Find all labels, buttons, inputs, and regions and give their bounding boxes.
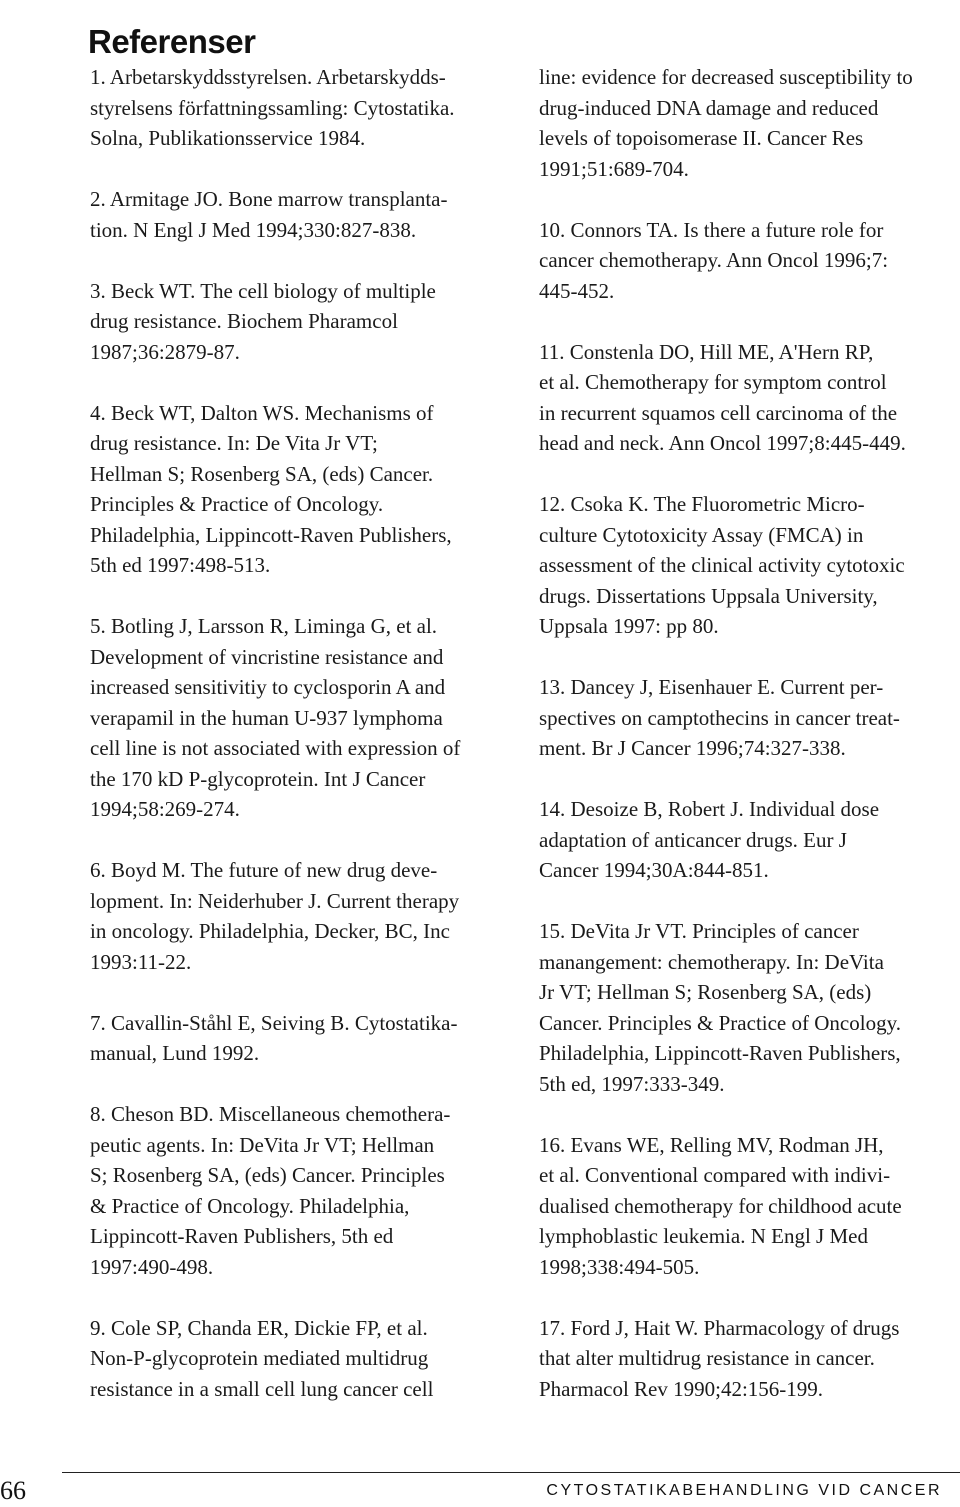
reference-line: Jr VT; Hellman S; Rosenberg SA, (eds)	[539, 980, 872, 1004]
reference-entry	[90, 1099, 520, 1282]
reference-line: 1994;58:269-274.	[90, 797, 240, 821]
reference-line: culture Cytotoxicity Assay (FMCA) in	[539, 522, 864, 547]
reference-entry	[539, 215, 960, 307]
reference-line: line: evidence for decreased susceptibility to	[539, 65, 913, 89]
reference-line: head and neck. Ann Oncol 1997;8:445-449.	[539, 431, 906, 455]
page-number: 66	[0, 1476, 26, 1505]
references-left-column	[90, 62, 520, 1435]
reference-line: that alter multidrug resistance in cancer.	[539, 1346, 875, 1370]
reference-line: in recurrent squamos cell carcinoma of the	[539, 400, 898, 425]
reference-line: 1997:490-498.	[90, 1254, 214, 1279]
reference-line: Lippincott-Raven Publishers, 5th ed	[90, 1224, 394, 1248]
reference-line: Development of vincristine resistance and	[90, 644, 444, 669]
reference-line: the 170 kD P-glycoprotein. Int J Cancer	[90, 766, 426, 791]
reference-line: cell line is not associated with expression of	[90, 736, 461, 760]
reference-line: 6. Boyd M. The future of new drug deve-	[90, 858, 438, 882]
reference-line: dualised chemotherapy for childhood acute	[539, 1193, 902, 1218]
reference-line: drug resistance. In: De Vita Jr VT;	[90, 431, 378, 455]
reference-line: ment. Br J Cancer 1996;74:327-338.	[539, 736, 846, 760]
reference-line: 5th ed, 1997:333-349.	[539, 1071, 725, 1096]
reference-line: 7. Cavallin-Ståhl E, Seiving B. Cytostatika-	[90, 1010, 458, 1035]
reference-line: peutic agents. In: DeVita Jr VT; Hellman	[90, 1132, 435, 1157]
reference-entry	[539, 337, 960, 459]
reference-line: styrelsens författningssamling: Cytostatika.	[90, 95, 455, 120]
reference-line: 12. Csoka K. The Fluorometric Micro-	[539, 492, 865, 516]
reference-entry	[90, 62, 520, 154]
reference-line: 1991;51:689-704.	[539, 156, 689, 181]
reference-line: drugs. Dissertations Uppsala University,	[539, 583, 878, 608]
reference-line: 5. Botling J, Larsson R, Liminga G, et al.	[90, 614, 438, 638]
reference-line: 1987;36:2879-87.	[90, 339, 240, 364]
reference-line: Non-P-glycoprotein mediated multidrug	[90, 1346, 429, 1370]
references-right-column	[539, 62, 960, 1435]
reference-line: Uppsala 1997: pp 80.	[539, 614, 719, 638]
reference-line: levels of topoisomerase II. Cancer Res	[539, 126, 864, 150]
reference-line: increased sensitivitiy to cyclosporin A and	[90, 675, 446, 699]
reference-line: 10. Connors TA. Is there a future role for	[539, 217, 884, 242]
reference-line: 8. Cheson BD. Miscellaneous chemothera-	[90, 1102, 451, 1126]
reference-entry	[90, 276, 520, 368]
reference-entry	[539, 1130, 960, 1283]
reference-line: 2. Armitage JO. Bone marrow transplanta-	[90, 187, 448, 211]
reference-entry	[539, 916, 960, 1099]
reference-line: 1998;338:494-505.	[539, 1254, 700, 1279]
reference-line: Hellman S; Rosenberg SA, (eds) Cancer.	[90, 461, 434, 486]
reference-entry	[90, 1008, 520, 1069]
reference-line: Philadelphia, Lippincott-Raven Publishers,	[90, 522, 452, 547]
reference-line: 4. Beck WT, Dalton WS. Mechanisms of	[90, 400, 434, 425]
reference-line: Cancer 1994;30A:844-851.	[539, 858, 769, 882]
reference-line: in oncology. Philadelphia, Decker, BC, Inc	[90, 919, 450, 943]
page-title: Referenser	[88, 23, 256, 61]
footer-divider	[62, 1472, 960, 1473]
reference-line: manangement: chemotherapy. In: DeVita	[539, 949, 884, 974]
reference-line: tion. N Engl J Med 1994;330:827-838.	[90, 217, 417, 242]
reference-line: 445-452.	[539, 278, 615, 303]
reference-line: spectives on camptothecins in cancer treat-	[539, 705, 900, 730]
reference-line: cancer chemotherapy. Ann Oncol 1996;7:	[539, 248, 889, 272]
reference-line: lymphoblastic leukemia. N Engl J Med	[539, 1224, 868, 1248]
reference-line: 17. Ford J, Hait W. Pharmacology of drugs	[539, 1315, 900, 1340]
reference-entry	[539, 1313, 960, 1405]
reference-line: 15. DeVita Jr VT. Principles of cancer	[539, 919, 859, 943]
reference-line: Pharmacol Rev 1990;42:156-199.	[539, 1376, 824, 1401]
reference-line: resistance in a small cell lung cancer cell	[90, 1376, 434, 1401]
reference-entry	[539, 489, 960, 642]
reference-line: & Practice of Oncology. Philadelphia,	[90, 1193, 410, 1218]
reference-line: 1993:11-22.	[90, 949, 192, 974]
reference-line: Philadelphia, Lippincott-Raven Publishers,	[539, 1041, 901, 1065]
reference-line: 16. Evans WE, Relling MV, Rodman JH,	[539, 1132, 884, 1157]
reference-line: 11. Constenla DO, Hill ME, A'Hern RP,	[539, 339, 874, 364]
reference-line: 13. Dancey J, Eisenhauer E. Current per-	[539, 675, 884, 699]
reference-line: adaptation of anticancer drugs. Eur J	[539, 827, 847, 852]
reference-line: assessment of the clinical activity cytotoxic	[539, 553, 905, 577]
reference-line: lopment. In: Neiderhuber J. Current therapy	[90, 888, 460, 913]
reference-line: 14. Desoize B, Robert J. Individual dose	[539, 797, 880, 821]
reference-line: 9. Cole SP, Chanda ER, Dickie FP, et al.	[90, 1315, 428, 1340]
reference-entry	[90, 184, 520, 245]
reference-line: verapamil in the human U-937 lymphoma	[90, 705, 443, 730]
reference-line: 3. Beck WT. The cell biology of multiple	[90, 278, 436, 303]
reference-line: 5th ed 1997:498-513.	[90, 553, 271, 577]
reference-line: S; Rosenberg SA, (eds) Cancer. Principles	[90, 1163, 445, 1187]
reference-entry	[90, 855, 520, 977]
reference-line: 1. Arbetarskyddsstyrelsen. Arbetarskydds-	[90, 65, 446, 89]
reference-line: drug-induced DNA damage and reduced	[539, 95, 879, 120]
reference-entry	[90, 1313, 520, 1405]
running-title: CYTOSTATIKABEHANDLING VID CANCER	[546, 1482, 942, 1499]
reference-line: Cancer. Principles & Practice of Oncology.	[539, 1010, 901, 1035]
reference-entry	[90, 398, 520, 581]
reference-line: drug resistance. Biochem Pharamcol	[90, 309, 398, 333]
reference-line: manual, Lund 1992.	[90, 1041, 260, 1065]
reference-entry	[539, 672, 960, 764]
reference-entry	[539, 62, 960, 184]
reference-line: et al. Conventional compared with indivi-	[539, 1163, 891, 1187]
reference-entry	[90, 611, 520, 825]
reference-line: Principles & Practice of Oncology.	[90, 492, 384, 516]
reference-entry	[539, 794, 960, 886]
reference-line: et al. Chemotherapy for symptom control	[539, 370, 887, 394]
reference-line: Solna, Publikationsservice 1984.	[90, 126, 366, 150]
